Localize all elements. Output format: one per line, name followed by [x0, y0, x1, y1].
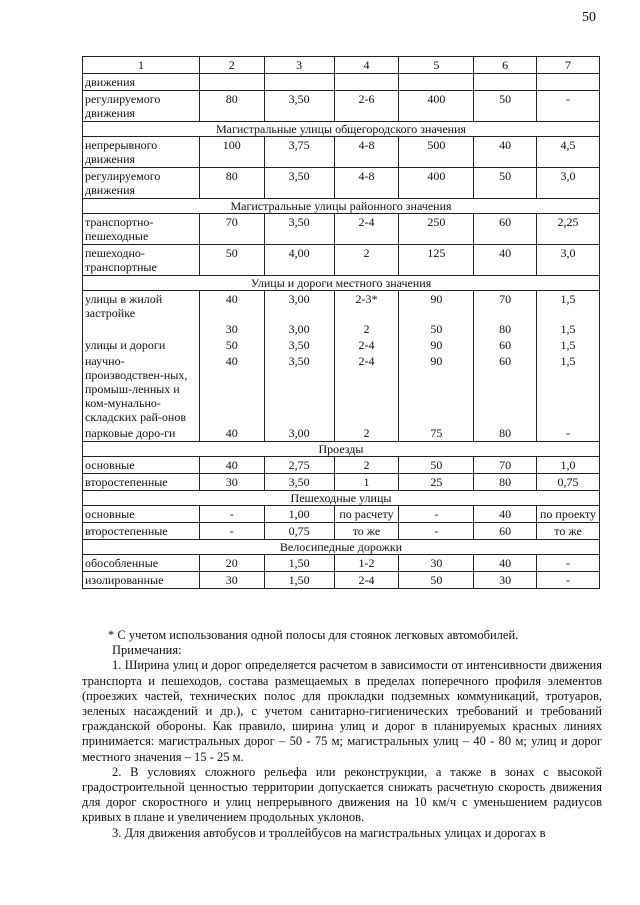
table-row: [83, 572, 600, 589]
value-cell: 2,75: [264, 457, 334, 474]
row-label-cell: движения: [83, 74, 200, 91]
section-row: [83, 276, 600, 291]
value-cell: 250: [399, 214, 474, 245]
column-header: 2: [199, 57, 264, 74]
value-cell: 90: [399, 337, 474, 353]
table-row: [83, 337, 600, 353]
value-cell: 70: [474, 291, 537, 322]
street-norms-table: [82, 56, 600, 589]
column-header: 5: [399, 57, 474, 74]
table-row: [83, 353, 600, 425]
table-row: [83, 425, 600, 442]
value-cell: 80: [199, 168, 264, 199]
value-cell: 75: [399, 425, 474, 442]
row-label-cell: улицы и дороги: [83, 337, 200, 353]
table-row: [83, 523, 600, 540]
value-cell: 1,5: [537, 337, 600, 353]
value-cell: 40: [199, 291, 264, 322]
row-label-cell: основные: [83, 506, 200, 523]
value-cell: 50: [199, 337, 264, 353]
value-cell: 3,00: [264, 425, 334, 442]
value-cell: 50: [399, 321, 474, 337]
value-cell: то же: [537, 523, 600, 540]
section-row: [83, 122, 600, 137]
value-cell: 3,50: [264, 168, 334, 199]
table-header-row: [83, 57, 600, 74]
value-cell: 30: [199, 474, 264, 491]
value-cell: 1,50: [264, 572, 334, 589]
value-cell: 80: [474, 321, 537, 337]
value-cell: 1,5: [537, 291, 600, 322]
value-cell: 3,75: [264, 137, 334, 168]
row-label-cell: обособленные: [83, 555, 200, 572]
value-cell: 500: [399, 137, 474, 168]
value-cell: 1,50: [264, 555, 334, 572]
row-label-cell: научно-производствен-ных, промыш-ленных и ком-мунально-складских рай-онов: [83, 353, 200, 425]
footnote: * С учетом использования одной полосы для стоянок легковых автомобилей.: [108, 628, 519, 642]
section-row: [83, 442, 600, 457]
value-cell: 25: [399, 474, 474, 491]
table-row: [83, 506, 600, 523]
table-row: [83, 321, 600, 337]
value-cell: 3,50: [264, 214, 334, 245]
table-row: [83, 137, 600, 168]
value-cell: [264, 74, 334, 91]
value-cell: 80: [474, 474, 537, 491]
value-cell: 40: [199, 353, 264, 425]
note-1: 1. Ширина улиц и дорог определяется расчетом в зависимости от интенсивности движения транспорта и пешеходов, состава размещаемых в пределах поперечного профиля элементов (проезжих частей, технических полос для прокладки подземных коммуникаций, тротуаров, зеленых насаждений и др.), с учетом санитарно-гигиенических требований и требований гражданской обороны. Как правило, ширина улиц и дорог в планируемых красных линиях принимается: магистральных дорог – 50 - 75 м; магистральных улиц – 40 - 80 м; улиц и дорог местного значения – 15 - 25 м.: [82, 658, 602, 764]
value-cell: 60: [474, 523, 537, 540]
value-cell: 4,5: [537, 137, 600, 168]
note-2: 2. В условиях сложного рельефа или реконструкции, а также в зонах с высокой градостроительной ценностью территории допускается снижать расчетную скорость движения для дорог скоростного и улиц непрерывного движения на 10 км/ч с уменьшением радиусов кривых в плане и увеличением продольных уклонов.: [82, 764, 602, 825]
value-cell: 70: [199, 214, 264, 245]
value-cell: 1,5: [537, 353, 600, 425]
column-header: 4: [334, 57, 399, 74]
value-cell: 3,50: [264, 91, 334, 122]
value-cell: -: [537, 555, 600, 572]
row-label-cell: регулируемого движения: [83, 168, 200, 199]
value-cell: 2: [334, 457, 399, 474]
value-cell: 80: [199, 91, 264, 122]
value-cell: 3,00: [264, 321, 334, 337]
value-cell: 0,75: [537, 474, 600, 491]
value-cell: 90: [399, 291, 474, 322]
value-cell: 60: [474, 214, 537, 245]
value-cell: [199, 74, 264, 91]
value-cell: 2: [334, 245, 399, 276]
value-cell: -: [399, 523, 474, 540]
value-cell: 1: [334, 474, 399, 491]
table-row: [83, 245, 600, 276]
table-row: [83, 555, 600, 572]
row-label-cell: второстепенные: [83, 474, 200, 491]
value-cell: 50: [474, 91, 537, 122]
value-cell: 40: [199, 457, 264, 474]
table-row: [83, 74, 600, 91]
value-cell: 50: [399, 572, 474, 589]
value-cell: 80: [474, 425, 537, 442]
value-cell: [474, 74, 537, 91]
section-title: Улицы и дороги местного значения: [83, 276, 600, 291]
value-cell: 2-4: [334, 337, 399, 353]
section-title: Пешеходные улицы: [83, 491, 600, 506]
table-row: [83, 291, 600, 322]
value-cell: 50: [474, 168, 537, 199]
value-cell: 40: [199, 425, 264, 442]
value-cell: 40: [474, 245, 537, 276]
value-cell: 30: [199, 321, 264, 337]
table-body: [83, 74, 600, 589]
value-cell: 1,00: [264, 506, 334, 523]
value-cell: -: [199, 523, 264, 540]
value-cell: 3,0: [537, 245, 600, 276]
table-row: [83, 457, 600, 474]
value-cell: 400: [399, 91, 474, 122]
section-title: Проезды: [83, 442, 600, 457]
value-cell: 3,50: [264, 337, 334, 353]
value-cell: 2-4: [334, 572, 399, 589]
value-cell: по проекту: [537, 506, 600, 523]
column-header: 3: [264, 57, 334, 74]
value-cell: [399, 74, 474, 91]
value-cell: [537, 74, 600, 91]
value-cell: -: [199, 506, 264, 523]
value-cell: 30: [399, 555, 474, 572]
value-cell: 2,25: [537, 214, 600, 245]
value-cell: 50: [199, 245, 264, 276]
value-cell: 60: [474, 353, 537, 425]
value-cell: 2-4: [334, 353, 399, 425]
value-cell: 1,0: [537, 457, 600, 474]
value-cell: по расчету: [334, 506, 399, 523]
value-cell: 1,5: [537, 321, 600, 337]
value-cell: 125: [399, 245, 474, 276]
value-cell: 2: [334, 425, 399, 442]
value-cell: [334, 74, 399, 91]
section-title: Велосипедные дорожки: [83, 540, 600, 555]
value-cell: 3,0: [537, 168, 600, 199]
value-cell: 400: [399, 168, 474, 199]
row-label-cell: [83, 321, 200, 337]
table-row: [83, 214, 600, 245]
value-cell: 40: [474, 555, 537, 572]
value-cell: -: [537, 91, 600, 122]
value-cell: 3,00: [264, 291, 334, 322]
column-header: 6: [474, 57, 537, 74]
value-cell: то же: [334, 523, 399, 540]
row-label-cell: регулируемого движения: [83, 91, 200, 122]
section-row: [83, 199, 600, 214]
note-3: 3. Для движения автобусов и троллейбусов на магистральных улицах и дорогах в: [112, 825, 546, 840]
value-cell: 2: [334, 321, 399, 337]
table-row: [83, 91, 600, 122]
value-cell: 100: [199, 137, 264, 168]
value-cell: 4-8: [334, 168, 399, 199]
value-cell: 30: [199, 572, 264, 589]
section-row: [83, 491, 600, 506]
row-label-cell: улицы в жилой застройке: [83, 291, 200, 322]
value-cell: 90: [399, 353, 474, 425]
page-number: 50: [582, 10, 596, 25]
section-title: Магистральные улицы общегородского значения: [83, 122, 600, 137]
value-cell: 2-6: [334, 91, 399, 122]
value-cell: 2-4: [334, 214, 399, 245]
row-label-cell: основные: [83, 457, 200, 474]
value-cell: 1-2: [334, 555, 399, 572]
row-label-cell: непрерывного движения: [83, 137, 200, 168]
value-cell: 3,50: [264, 474, 334, 491]
row-label-cell: изолированные: [83, 572, 200, 589]
section-row: [83, 540, 600, 555]
value-cell: 3,50: [264, 353, 334, 425]
notes-block: [82, 628, 602, 841]
value-cell: 2-3*: [334, 291, 399, 322]
value-cell: -: [537, 425, 600, 442]
row-label-cell: второстепенные: [83, 523, 200, 540]
value-cell: 40: [474, 506, 537, 523]
section-title: Магистральные улицы районного значения: [83, 199, 600, 214]
value-cell: -: [537, 572, 600, 589]
value-cell: 0,75: [264, 523, 334, 540]
value-cell: 60: [474, 337, 537, 353]
table-row: [83, 168, 600, 199]
value-cell: 4,00: [264, 245, 334, 276]
value-cell: 40: [474, 137, 537, 168]
value-cell: 4-8: [334, 137, 399, 168]
column-header: 7: [537, 57, 600, 74]
row-label-cell: парковые доро-ги: [83, 425, 200, 442]
value-cell: 30: [474, 572, 537, 589]
value-cell: 70: [474, 457, 537, 474]
table-row: [83, 474, 600, 491]
notes-heading: Примечания:: [112, 643, 182, 658]
value-cell: -: [399, 506, 474, 523]
row-label-cell: транспортно-пешеходные: [83, 214, 200, 245]
row-label-cell: пешеходно-транспортные: [83, 245, 200, 276]
column-header: 1: [83, 57, 200, 74]
value-cell: 50: [399, 457, 474, 474]
value-cell: 20: [199, 555, 264, 572]
